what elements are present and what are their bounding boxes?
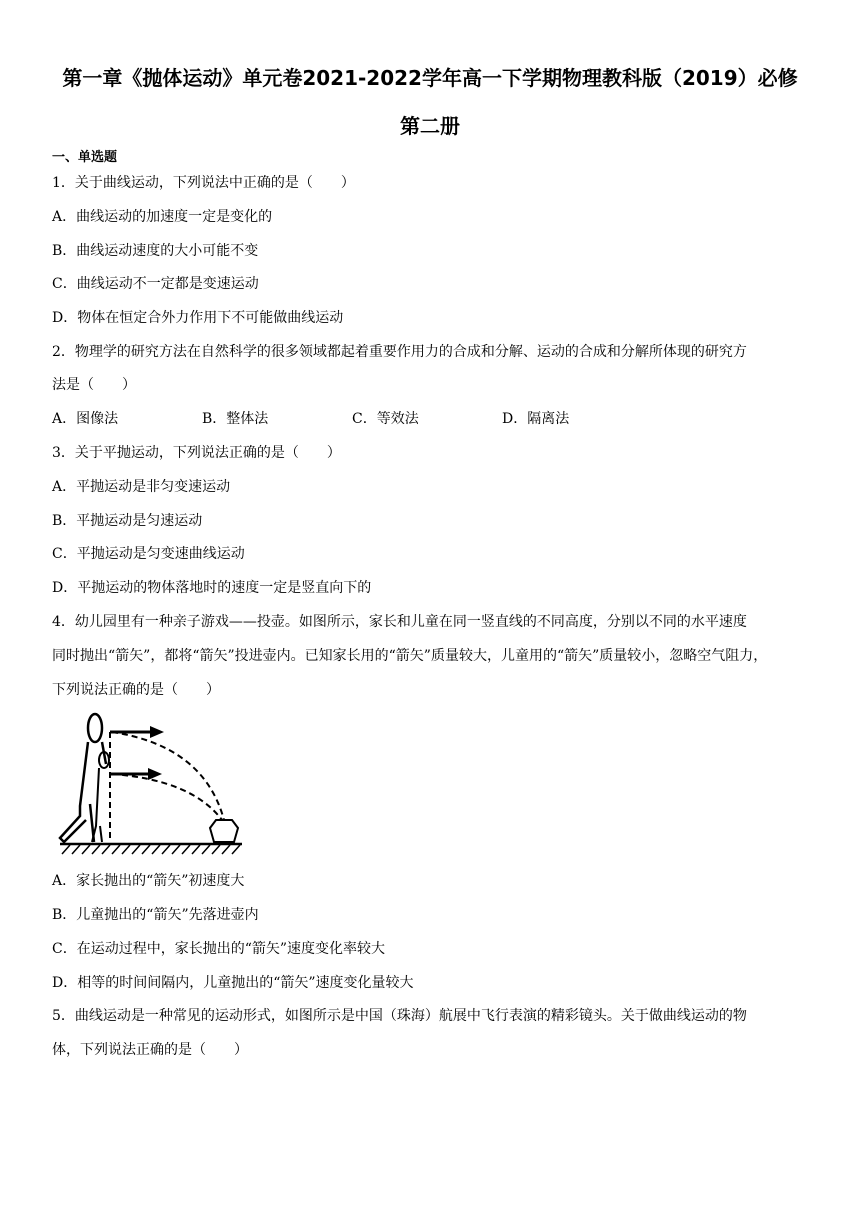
ground-hatching [62,845,240,854]
question-3-stem: 3．关于平抛运动，下列说法正确的是（ ） [52,445,341,461]
question-2-stem-continued: 法是（ ） [52,377,136,393]
question-4-option-d: D．相等的时间间隔内，儿童抛出的“箭矢”速度变化量较大 [52,975,414,991]
parent-head [88,714,102,742]
parent-body [60,742,88,842]
question-4-stem-continued: 同时抛出“箭矢”，都将“箭矢”投进壶内。已知家长用的“箭矢”质量较大，儿童用的“箭矢”质量较小，忽略空气阻力， [52,648,768,664]
question-3-option-d: D．平抛运动的物体落地时的速度一定是竖直向下的 [52,580,372,596]
question-1-option-a: A．曲线运动的加速度一定是变化的 [52,209,273,225]
child-trajectory [112,774,222,820]
question-4-stem-continued-2: 下列说法正确的是（ ） [52,682,220,698]
question-1-stem: 1．关于曲线运动，下列说法中正确的是（ ） [52,175,355,191]
question-5-stem: 5．曲线运动是一种常见的运动形式，如图所示是中国（珠海）航展中飞行表演的精彩镜头。关于做曲线运动的物 [52,1008,747,1024]
question-2-option-c: C．等效法 [352,411,419,427]
pot [210,820,238,842]
question-2-option-a: A．图像法 [52,411,119,427]
question-4-option-a: A．家长抛出的“箭矢”初速度大 [52,873,245,889]
question-1-option-c: C．曲线运动不一定都是变速运动 [52,276,259,292]
question-2-stem: 2．物理学的研究方法在自然科学的很多领域都起着重要作用力的合成和分解、运动的合成和分解所体现的研究方 [52,344,747,360]
question-4-option-c: C．在运动过程中，家长抛出的“箭矢”速度变化率较大 [52,941,386,957]
question-5-stem-continued: 体，下列说法正确的是（ ） [52,1042,248,1058]
question-4-stem: 4．幼儿园里有一种亲子游戏——投壶。如图所示，家长和儿童在同一竖直线的不同高度，分别以不同的水平速度 [52,614,747,630]
section-heading: 一、单选题 [52,150,118,165]
child-arrow-head [148,768,162,780]
question-1-option-b: B．曲线运动速度的大小可能不变 [52,243,259,259]
page-title-continued: 第二册 [400,114,460,138]
question-3-option-b: B．平抛运动是匀速运动 [52,513,203,529]
question-4-option-b: B．儿童抛出的“箭矢”先落进壶内 [52,907,259,923]
question-2-option-b: B．整体法 [202,411,269,427]
question-1-option-d: D．物体在恒定合外力作用下不可能做曲线运动 [52,310,344,326]
question-2-option-d: D．隔离法 [502,411,570,427]
page-title: 第一章《抛体运动》单元卷2021-2022学年高一下学期物理教科版（2019）必修 [62,66,798,90]
question-3-option-a: A．平抛运动是非匀变速运动 [52,479,231,495]
toss-game-figure [56,708,246,860]
parent-arrow-head [150,726,164,738]
parent-trajectory [112,732,224,820]
question-3-option-c: C．平抛运动是匀变速曲线运动 [52,546,245,562]
